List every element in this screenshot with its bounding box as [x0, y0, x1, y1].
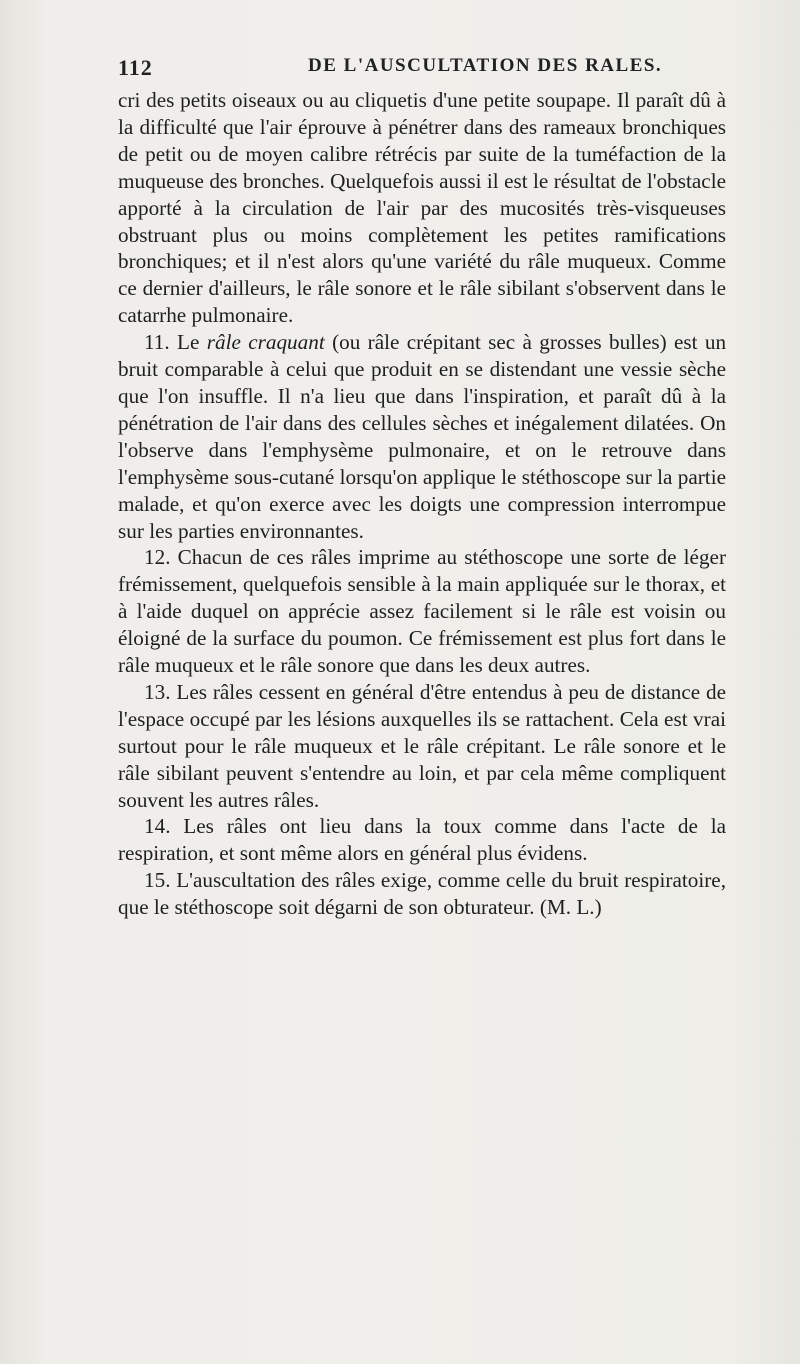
paragraph-15: [118, 867, 726, 921]
paragraph-continuation: [118, 87, 726, 329]
running-head: DE L'AUSCULTATION DES RALES.: [308, 55, 663, 76]
paragraph-13: [118, 679, 726, 814]
page-number: 112: [118, 55, 153, 80]
paragraph-12: [118, 544, 726, 679]
paragraph-text: L'auscultation des râles exige, comme celle du bruit respiratoire, que le stéthoscope soit dégarni de son obturateur. (M. L.): [118, 868, 726, 920]
paragraph-number: 13.: [144, 679, 171, 704]
paragraph-number: 12.: [144, 545, 171, 570]
page-header: [118, 55, 718, 85]
italic-term: râle craquant: [206, 330, 325, 355]
paragraph-11: [118, 329, 726, 544]
paragraph-text: cri des petits oiseaux ou au cliquetis d'une petite soupape. Il paraît dû à la difficulté que l'air éprouve à pénétrer dans des rameaux bronchiques de petit ou de moyen calibre rétrécis par suite de la tuméfaction de la muqueuse des bronches. Quelquefois aussi il est le résultat de l'obstacle apporté à la circulation de l'air par des mucosités très-visqueuses obstruant plus ou moins complètement les petites ramifications bronchiques; et il n'est alors qu'une variété du râle muqueux. Comme ce dernier d'ailleurs, le râle sonore et le râle sibilant s'observent dans le catarrhe pulmonaire.: [118, 88, 726, 328]
paragraph-lead: Le: [177, 330, 200, 355]
paragraph-14: [118, 813, 726, 867]
paragraph-number: 14.: [144, 814, 171, 839]
body-text: [118, 87, 726, 921]
paragraph-number: 11.: [144, 330, 170, 355]
paragraph-text: (ou râle crépitant sec à grosses bulles) est un bruit comparable à celui que produit en se distendant une vessie sèche que l'on insuffle. Il n'a lieu que dans l'inspiration, et paraît dû à la pénétration de l'air dans des cellules sèches et inégalement dilatées. On l'observe dans l'emphysème pulmonaire, et on le retrouve dans l'emphysème sous-cutané lorsqu'on applique le stéthoscope sur la partie malade, et qu'on exerce avec les doigts une compression interrompue sur les parties environnantes.: [118, 330, 727, 543]
paragraph-text: Chacun de ces râles imprime au stéthoscope une sorte de léger frémissement, quelquefois sensible à la main appliquée sur le thorax, et à l'aide duquel on apprécie assez facilement si le râle est voisin ou éloigné de la surface du poumon. Ce frémissement est plus fort dans le râle muqueux et le râle sonore que dans les deux autres.: [118, 545, 726, 678]
paragraph-text: Les râles cessent en général d'être entendus à peu de distance de l'espace occupé par les lésions auxquelles ils se rattachent. Cela est vrai surtout pour le râle muqueux et le râle crépitant. Le râle sonore et le râle sibilant peuvent s'entendre au loin, et par cela même compliquent souvent les autres râles.: [118, 679, 727, 812]
paragraph-number: 15.: [144, 868, 171, 893]
paragraph-text: Les râles ont lieu dans la toux comme dans l'acte de la respiration, et sont même alors en général plus évidens.: [118, 814, 726, 866]
